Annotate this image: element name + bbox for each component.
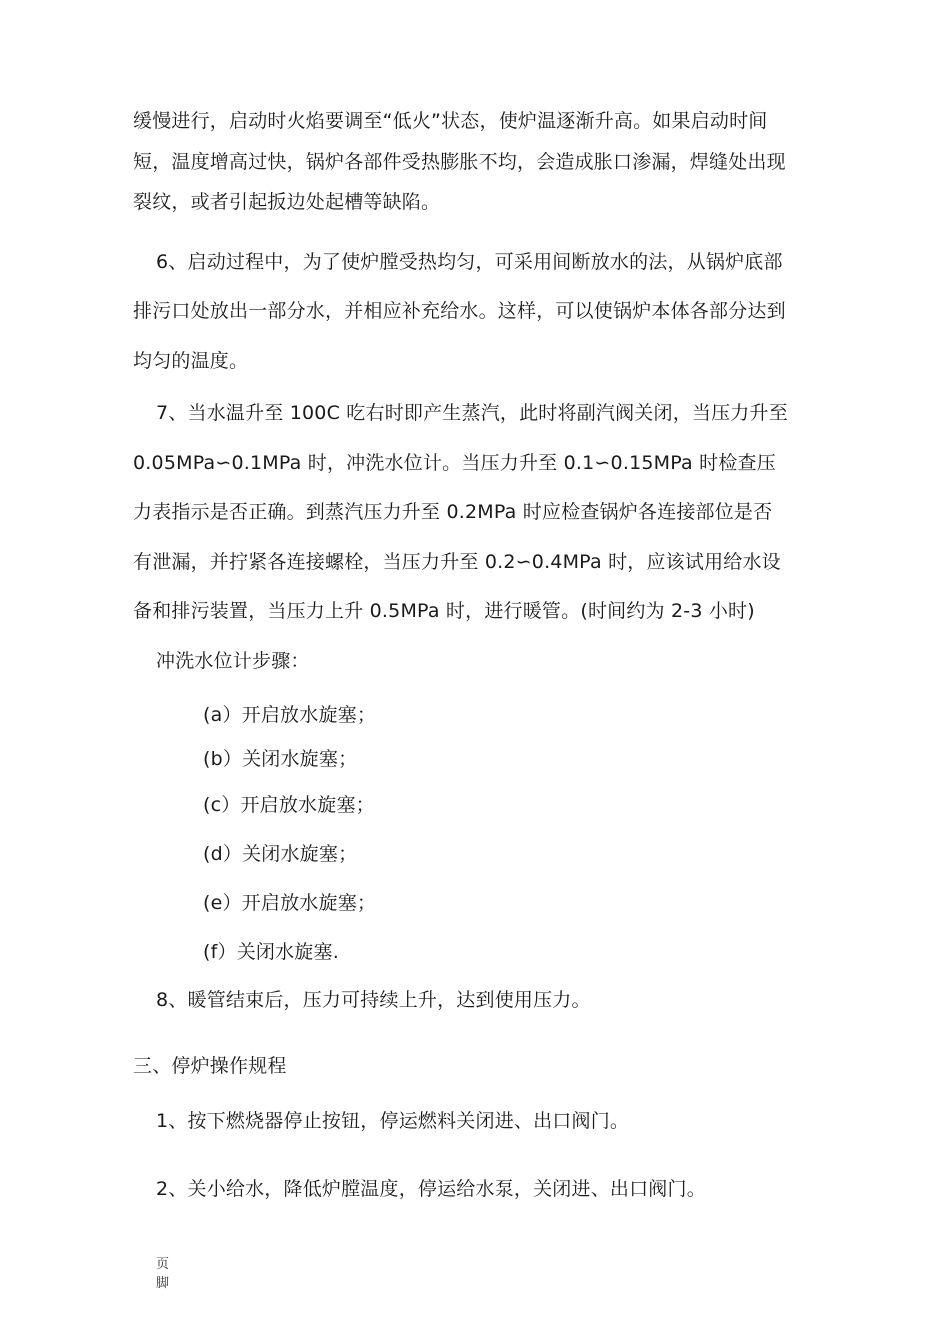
steps-intro: 冲洗水位计步骤：: [156, 650, 310, 672]
paragraph-line: 6、启动过程中，为了使炉膛受热均匀，可采用间断放水的法，从锅炉底部: [156, 251, 783, 273]
paragraph-line: 8、暖管结束后，压力可持续上升，达到使用压力。: [156, 989, 591, 1011]
paragraph-line: 力表指示是否正确。到蒸汽压力升至 0.2MPa 时应检查锅炉各连接部位是否: [133, 501, 773, 523]
step-item: (c）开启放水旋塞；: [203, 794, 375, 816]
section-heading: 三、停炉操作规程: [133, 1055, 287, 1077]
paragraph-line: 裂纹，或者引起扳边处起槽等缺陷。: [133, 191, 441, 213]
paragraph-line: 0.05MPa∽0.1MPa 时，冲洗水位计。当压力升至 0.1∽0.15MPa 时检查压: [133, 452, 776, 474]
paragraph-line: 短，温度增高过快，锅炉各部件受热膨胀不均，会造成胀口渗漏，焊缝处出现: [133, 151, 786, 173]
step-item: (f）关闭水旋塞.: [203, 941, 339, 963]
step-item: (b）关闭水旋塞；: [203, 748, 358, 770]
paragraph-line: 7、当水温升至 100C 吃右时即产生蒸汽，此时将副汽阀关闭，当压力升至: [156, 402, 788, 424]
list-item: 1、按下燃烧器停止按钮，停运燃料关闭进、出口阀门。: [156, 1110, 630, 1132]
step-item: (e）开启放水旋塞；: [203, 892, 377, 914]
step-item: (d）关闭水旋塞；: [203, 843, 358, 865]
paragraph-line: 缓慢进行，启动时火焰要调至“低火”状态，使炉温逐渐升高。如果启动时间: [133, 110, 768, 132]
step-item: (a）开启放水旋塞；: [203, 704, 377, 726]
paragraph-line: 均匀的温度。: [133, 350, 249, 372]
paragraph-line: 备和排污装置，当压力上升 0.5MPa 时，进行暖管。(时间约为 2-3 小时): [133, 600, 755, 622]
page-footer: 页脚: [156, 1257, 170, 1291]
list-item: 2、关小给水，降低炉膛温度，停运给水泵，关闭进、出口阀门。: [156, 1178, 706, 1200]
paragraph-line: 排污口处放出一部分水，并相应补充给水。这样，可以使锅炉本体各部分达到: [133, 300, 786, 322]
paragraph-line: 有泄漏，并拧紧各连接螺栓，当压力升至 0.2∽0.4MPa 时，应该试用给水设: [133, 551, 781, 573]
